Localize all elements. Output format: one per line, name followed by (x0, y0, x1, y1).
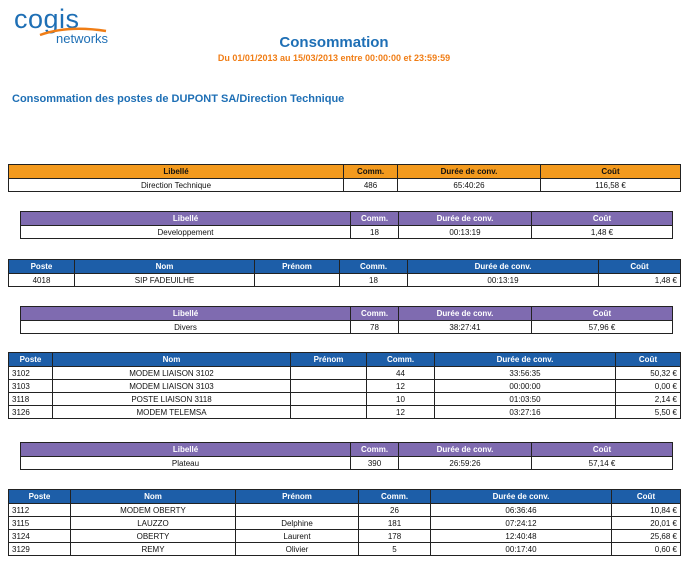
cell-poste: 3126 (9, 406, 53, 419)
cell-duree: 12:40:48 (431, 530, 612, 543)
cell-comm: 44 (367, 367, 435, 380)
header-prenom: Prénom (291, 353, 367, 367)
cell-duree: 00:13:19 (408, 274, 599, 287)
header-comm: Comm. (351, 443, 399, 457)
cell-nom: POSTE LIAISON 3118 (53, 393, 291, 406)
header-comm: Comm. (351, 212, 399, 226)
header-poste: Poste (9, 353, 53, 367)
header-prenom: Prénom (255, 260, 340, 274)
direction-summary-table (8, 164, 681, 192)
header-duree: Durée de conv. (399, 212, 532, 226)
cell-comm: 12 (367, 406, 435, 419)
table-row (9, 530, 681, 543)
divers-postes-table (8, 352, 681, 419)
cell-comm: 18 (351, 226, 399, 239)
cell-duree: 07:24:12 (431, 517, 612, 530)
cell-cout: 0,60 € (612, 543, 681, 556)
cell-prenom: Laurent (236, 530, 359, 543)
cell-nom: REMY (71, 543, 236, 556)
cell-duree: 00:00:00 (435, 380, 616, 393)
report-period: Du 01/01/2013 au 15/03/2013 entre 00:00:00 et 23:59:59 (217, 53, 451, 63)
table-header-row (9, 353, 681, 367)
cell-poste: 3103 (9, 380, 53, 393)
developpement-postes-table (8, 259, 681, 287)
cell-poste: 3118 (9, 393, 53, 406)
table-row (9, 367, 681, 380)
cell-nom: MODEM OBERTY (71, 504, 236, 517)
cell-comm: 12 (367, 380, 435, 393)
cell-libelle: Plateau (21, 457, 351, 470)
cell-prenom (255, 274, 340, 287)
cell-duree: 38:27:41 (399, 321, 532, 334)
cell-comm: 5 (359, 543, 431, 556)
table-header-row (21, 212, 673, 226)
section-heading: Consommation des postes de DUPONT SA/Direction Technique (12, 93, 345, 105)
cell-duree: 03:27:16 (435, 406, 616, 419)
header-comm: Comm. (351, 307, 399, 321)
header-nom: Nom (53, 353, 291, 367)
cell-comm: 10 (367, 393, 435, 406)
cell-prenom (291, 393, 367, 406)
cell-cout: 50,32 € (616, 367, 681, 380)
header-libelle: Libellé (21, 443, 351, 457)
cell-nom: MODEM LIAISON 3102 (53, 367, 291, 380)
cell-comm: 26 (359, 504, 431, 517)
header-cout: Coût (612, 490, 681, 504)
report-title: Consommation (279, 34, 389, 51)
logo-text-cogis: cogis (14, 4, 80, 34)
cell-cout: 116,58 € (541, 179, 681, 192)
header-comm: Comm. (367, 353, 435, 367)
cell-cout: 10,84 € (612, 504, 681, 517)
cell-comm: 178 (359, 530, 431, 543)
cell-duree: 06:36:46 (431, 504, 612, 517)
plateau-postes-table (8, 489, 681, 556)
header-nom: Nom (71, 490, 236, 504)
cell-duree: 01:03:50 (435, 393, 616, 406)
cell-libelle: Developpement (21, 226, 351, 239)
cell-duree: 33:56:35 (435, 367, 616, 380)
cell-poste: 4018 (9, 274, 75, 287)
table-row (9, 504, 681, 517)
cell-cout: 0,00 € (616, 380, 681, 393)
cell-libelle: Divers (21, 321, 351, 334)
cell-nom: OBERTY (71, 530, 236, 543)
cell-poste: 3124 (9, 530, 71, 543)
divers-summary-table (20, 306, 673, 334)
header-cout: Coût (541, 165, 681, 179)
cell-cout: 5,50 € (616, 406, 681, 419)
table-row (21, 321, 673, 334)
cell-prenom (291, 380, 367, 393)
cell-duree: 00:17:40 (431, 543, 612, 556)
cell-cout: 57,14 € (532, 457, 673, 470)
header-nom: Nom (75, 260, 255, 274)
header-prenom: Prénom (236, 490, 359, 504)
table-row (9, 543, 681, 556)
cell-prenom (291, 367, 367, 380)
table-header-row (9, 165, 681, 179)
cell-comm: 181 (359, 517, 431, 530)
table-header-row (21, 307, 673, 321)
table-row (9, 380, 681, 393)
cell-comm: 18 (340, 274, 408, 287)
table-header-row (9, 490, 681, 504)
header-duree: Durée de conv. (408, 260, 599, 274)
cell-poste: 3129 (9, 543, 71, 556)
cell-comm: 78 (351, 321, 399, 334)
header-duree: Durée de conv. (398, 165, 541, 179)
cell-prenom: Olivier (236, 543, 359, 556)
header-poste: Poste (9, 490, 71, 504)
header-duree: Durée de conv. (399, 307, 532, 321)
cell-cout: 1,48 € (599, 274, 681, 287)
cell-poste: 3112 (9, 504, 71, 517)
table-row (9, 179, 681, 192)
header-cout: Coût (616, 353, 681, 367)
cell-poste: 3115 (9, 517, 71, 530)
header-cout: Coût (532, 307, 673, 321)
cell-prenom (291, 406, 367, 419)
header-comm: Comm. (344, 165, 398, 179)
table-row (9, 517, 681, 530)
developpement-summary-table (20, 211, 673, 239)
table-header-row (9, 260, 681, 274)
table-row (9, 393, 681, 406)
cell-cout: 1,48 € (532, 226, 673, 239)
cell-nom: MODEM TELEMSA (53, 406, 291, 419)
cell-cout: 20,01 € (612, 517, 681, 530)
cell-duree: 26:59:26 (399, 457, 532, 470)
cell-prenom: Delphine (236, 517, 359, 530)
logo-text-networks: networks (56, 31, 109, 46)
cell-comm: 390 (351, 457, 399, 470)
header-libelle: Libellé (9, 165, 344, 179)
header-cout: Coût (532, 443, 673, 457)
cell-comm: 486 (344, 179, 398, 192)
cell-duree: 00:13:19 (399, 226, 532, 239)
header-duree: Durée de conv. (399, 443, 532, 457)
header-libelle: Libellé (21, 307, 351, 321)
table-row (21, 226, 673, 239)
cell-prenom (236, 504, 359, 517)
cell-cout: 57,96 € (532, 321, 673, 334)
cell-poste: 3102 (9, 367, 53, 380)
header-comm: Comm. (359, 490, 431, 504)
header-comm: Comm. (340, 260, 408, 274)
header-libelle: Libellé (21, 212, 351, 226)
header-cout: Coût (532, 212, 673, 226)
header-duree: Durée de conv. (431, 490, 612, 504)
table-header-row (21, 443, 673, 457)
cell-nom: MODEM LIAISON 3103 (53, 380, 291, 393)
plateau-summary-table (20, 442, 673, 470)
cell-libelle: Direction Technique (9, 179, 344, 192)
cell-nom: LAUZZO (71, 517, 236, 530)
header-duree: Durée de conv. (435, 353, 616, 367)
cell-cout: 2,14 € (616, 393, 681, 406)
cell-cout: 25,68 € (612, 530, 681, 543)
header-poste: Poste (9, 260, 75, 274)
table-row (9, 274, 681, 287)
table-row (9, 406, 681, 419)
cell-nom: SIP FADEUILHE (75, 274, 255, 287)
cell-duree: 65:40:26 (398, 179, 541, 192)
header-cout: Coût (599, 260, 681, 274)
table-row (21, 457, 673, 470)
